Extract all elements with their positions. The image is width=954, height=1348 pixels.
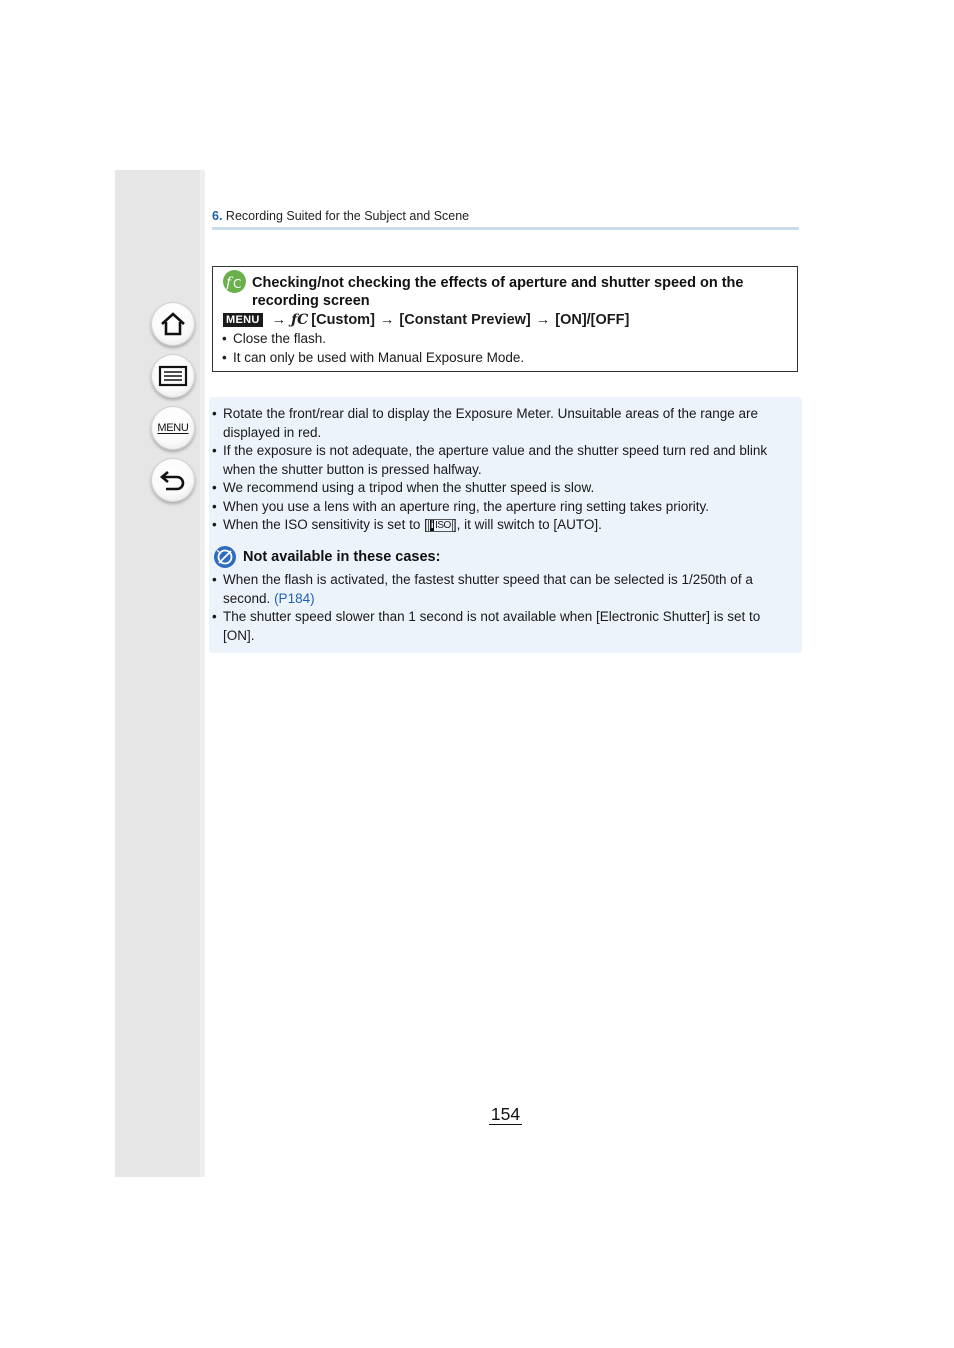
list-item: [212, 571, 787, 608]
chapter-number: 6.: [212, 209, 223, 223]
menu-path: [223, 312, 629, 328]
svg-text:C: C: [232, 276, 241, 291]
menu-badge: MENU: [223, 313, 263, 327]
not-available-icon: [213, 545, 237, 569]
page-number: 154: [490, 1104, 521, 1124]
tips-panel: [209, 397, 802, 653]
intelligent-iso-icon: [428, 519, 453, 532]
contents-button[interactable]: [151, 354, 195, 398]
path-custom: [Custom]: [311, 312, 375, 328]
fc-glyph: ƒC: [291, 312, 309, 328]
iso-chip-mark: i: [430, 520, 434, 531]
home-button[interactable]: [151, 302, 195, 346]
chapter-title: Recording Suited for the Subject and Scene: [225, 209, 470, 223]
list-item: • When you use a lens with an aperture ring, the aperture ring setting takes priority.: [212, 498, 787, 517]
page-link-p184[interactable]: (P184): [274, 590, 315, 606]
iso-text-after: ], it will switch to [AUTO].: [452, 517, 602, 532]
na-item-text: When the flash is activated, the fastest shutter speed that can be selected is 1/250th of a second.: [223, 572, 753, 606]
menu-button[interactable]: [151, 406, 195, 450]
list-item: • Close the flash.: [222, 330, 524, 349]
feature-title: Checking/not checking the effects of aperture and shutter speed on the recording screen: [252, 275, 744, 309]
iso-chip-text: ISO: [435, 520, 451, 531]
not-available-list: [212, 571, 787, 645]
list-item: • If the exposure is not adequate, the aperture value and the shutter speed turn red and blink when the shutter button is pressed halfway.: [212, 442, 787, 479]
tips-list: [212, 405, 787, 535]
not-available-title: Not available in these cases:: [243, 549, 441, 565]
path-constant-preview: [Constant Preview]: [399, 312, 531, 328]
iso-text-before: When the ISO sensitivity is set to [: [223, 517, 428, 532]
list-item: • Rotate the front/rear dial to display the Exposure Meter. Unsuitable areas of the range are displayed in red.: [212, 405, 787, 442]
feature-box: [212, 266, 798, 372]
feature-bullets: [222, 330, 524, 367]
back-arrow-icon: [159, 468, 187, 492]
svg-text:f: f: [225, 274, 231, 291]
path-arrow: →: [379, 312, 395, 328]
page-header: [212, 209, 799, 228]
list-item: • It can only be used with Manual Exposure Mode.: [222, 349, 524, 368]
path-options: [ON]/[OFF]: [555, 312, 630, 328]
path-arrow: →: [535, 312, 551, 328]
contents-list-icon: [158, 365, 188, 387]
not-available-heading: [213, 545, 440, 569]
menu-button-label: MENU: [157, 422, 189, 434]
custom-menu-fc-icon: [223, 270, 246, 293]
back-button[interactable]: [151, 458, 195, 502]
list-item: • We recommend using a tripod when the shutter speed is slow.: [212, 479, 787, 498]
sidebar-edge: [200, 170, 205, 1177]
header-rule: [212, 227, 799, 230]
home-icon: [159, 311, 187, 337]
list-item: [212, 516, 787, 535]
list-item: • The shutter speed slower than 1 second is not available when [Electronic Shutter] is set to [ON].: [212, 608, 787, 645]
path-arrow: →: [271, 312, 287, 328]
